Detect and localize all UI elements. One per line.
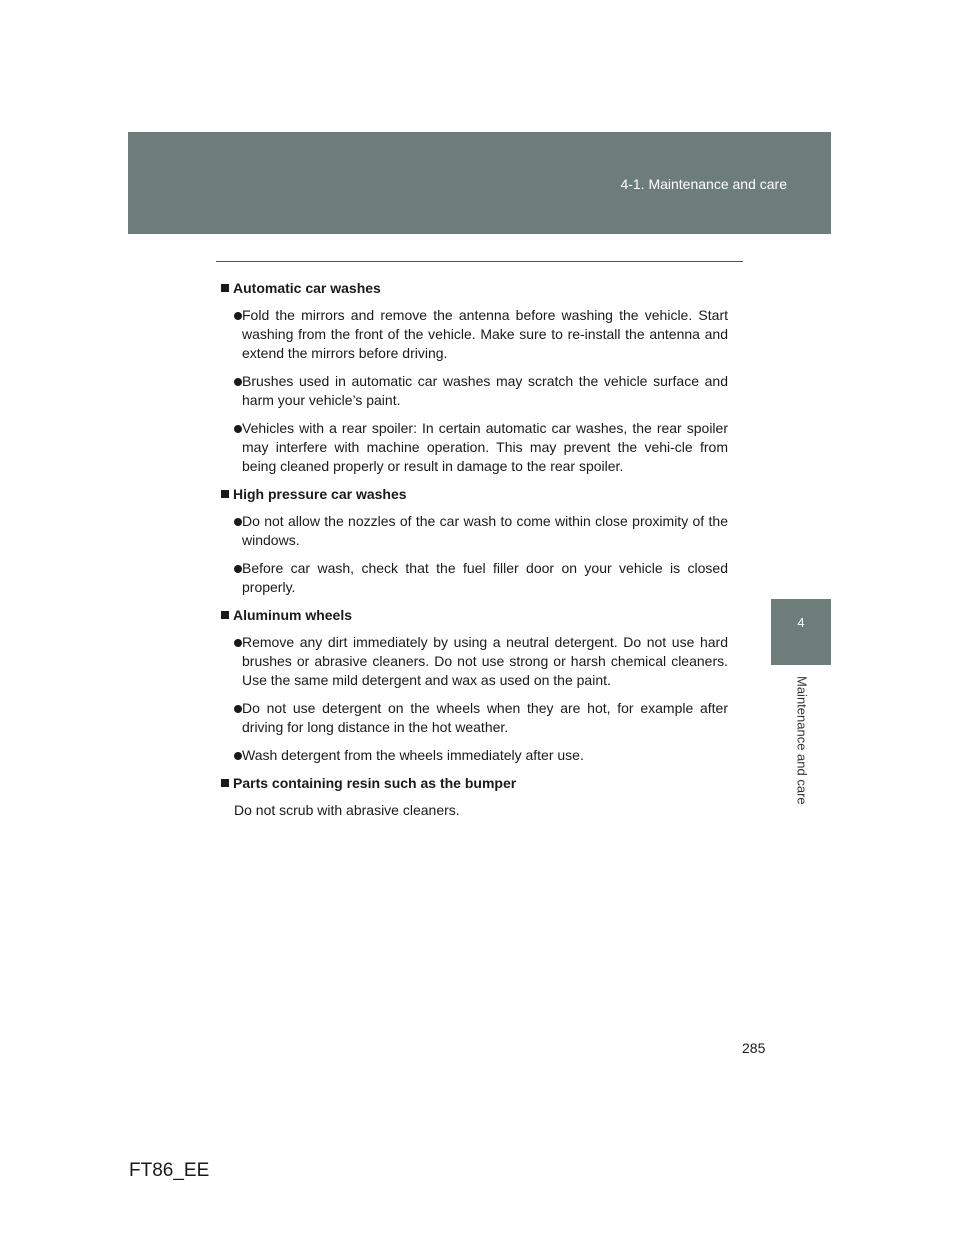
bullet-item [221, 306, 728, 363]
page-number: 285 [742, 1040, 766, 1056]
bullet-text: Remove any dirt immediately by using a neutral detergent. Do not use hard brushes or abrasive cleaners. Do not use strong or harsh chemical cleaners. Use the same mild detergent and wax as used on the paint. [242, 634, 728, 688]
round-bullet-icon [234, 752, 242, 760]
round-bullet-icon [234, 639, 242, 647]
section-heading-text: Aluminum wheels [233, 607, 353, 623]
bullet-item [221, 559, 728, 597]
bullet-item [221, 633, 728, 690]
section-title: 4-1. Maintenance and care [620, 176, 787, 192]
section-heading-text: Parts containing resin such as the bumper [233, 775, 517, 791]
divider-rule [216, 261, 743, 262]
header-band [128, 132, 831, 234]
round-bullet-icon [234, 518, 242, 526]
section-heading [221, 279, 728, 298]
bullet-text: Vehicles with a rear spoiler: In certain automatic car washes, the rear spoiler may interfere with machine operation. This may prevent the vehi-cle from being cleaned properly or result in damage to the rear spoiler. [242, 420, 728, 474]
section-heading [221, 774, 728, 793]
chapter-number: 4 [797, 615, 805, 630]
bullet-text: Before car wash, check that the fuel filler door on your vehicle is closed properly. [242, 560, 728, 595]
bullet-text: Do not allow the nozzles of the car wash to come within close proximity of the windows. [242, 513, 728, 548]
bullet-text: Fold the mirrors and remove the antenna before washing the vehicle. Start washing from the front of the vehicle. Make sure to re-install the antenna and extend the mirrors before driving. [242, 307, 728, 361]
section-heading [221, 606, 728, 625]
square-bullet-icon [221, 779, 229, 787]
square-bullet-icon [221, 490, 229, 498]
chapter-label-text: Maintenance and care [794, 676, 810, 805]
section-heading-text: High pressure car washes [233, 486, 407, 502]
document-code: FT86_EE [129, 1160, 210, 1181]
bullet-text: Do not use detergent on the wheels when they are hot, for example after driving for long distance in the hot weather. [242, 700, 728, 735]
chapter-side-label [790, 676, 814, 805]
round-bullet-icon [234, 565, 242, 573]
bullet-text: Wash detergent from the wheels immediately after use. [242, 747, 584, 763]
chapter-tab [771, 599, 831, 665]
round-bullet-icon [234, 378, 242, 386]
round-bullet-icon [234, 425, 242, 433]
bullet-item [221, 372, 728, 410]
section-heading-text: Automatic car washes [233, 280, 381, 296]
round-bullet-icon [234, 312, 242, 320]
round-bullet-icon [234, 705, 242, 713]
bullet-item [221, 419, 728, 476]
bullet-item [221, 512, 728, 550]
body-text: Do not scrub with abrasive cleaners. [234, 802, 460, 818]
page-content [221, 279, 728, 829]
section-heading [221, 485, 728, 504]
bullet-item [221, 699, 728, 737]
bullet-item [221, 746, 728, 765]
bullet-text: Brushes used in automatic car washes may scratch the vehicle surface and harm your vehicle’s paint. [242, 373, 728, 408]
square-bullet-icon [221, 611, 229, 619]
square-bullet-icon [221, 284, 229, 292]
